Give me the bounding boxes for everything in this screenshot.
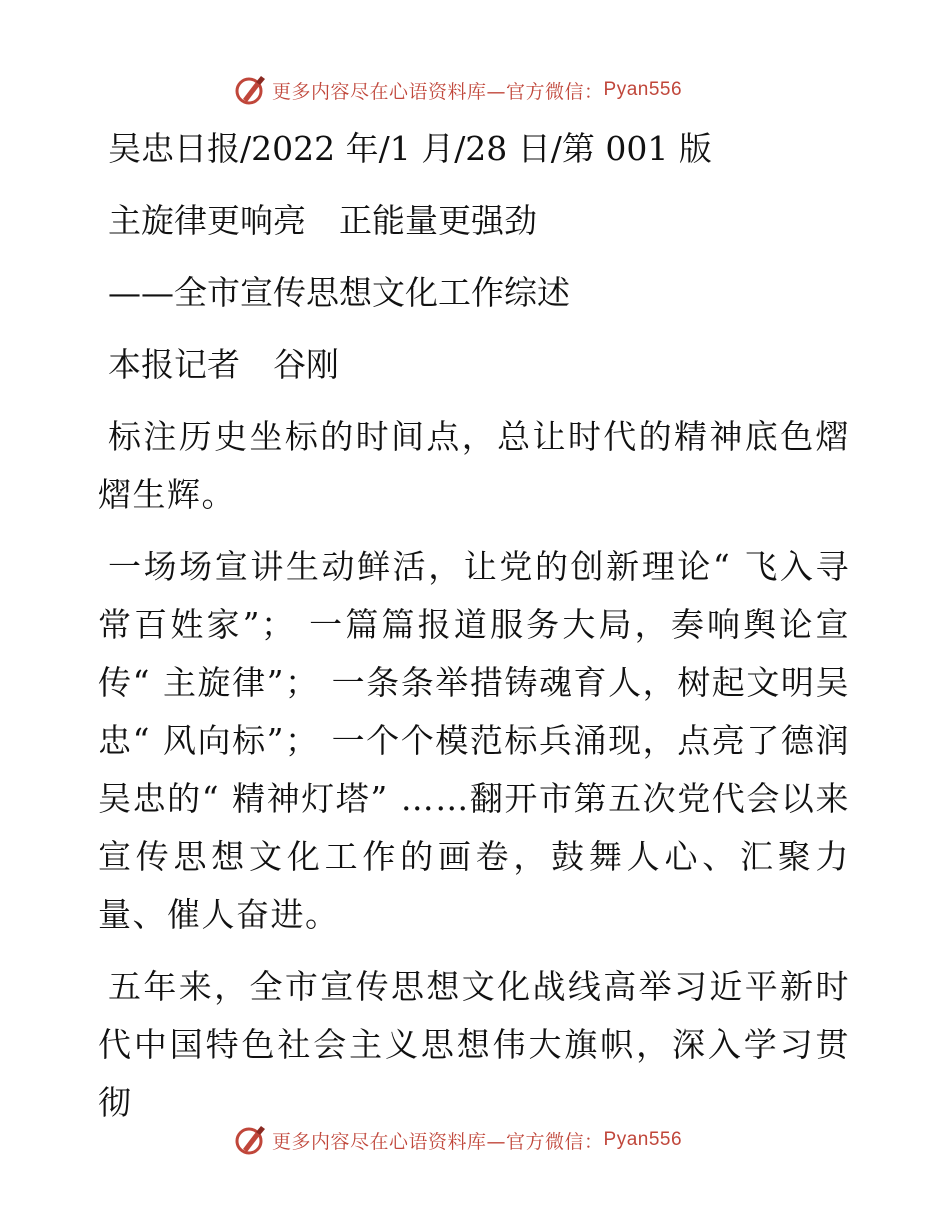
watermark-wechat-id: Pyan556 bbox=[603, 1129, 683, 1150]
watermark-wechat-id: Pyan556 bbox=[603, 79, 683, 100]
article-subtitle: ——全市宣传思想文化工作综述 bbox=[108, 273, 570, 312]
watermark-text: 更多内容尽在心语资料库—官方微信： bbox=[272, 80, 604, 103]
watermark-text: 更多内容尽在心语资料库—官方微信： bbox=[272, 1130, 604, 1153]
watermark-footer bbox=[234, 1120, 682, 1160]
paragraph: 一场场宣讲生动鲜活，让党的创新理论“ 飞入寻常百姓家”； 一篇篇报道服务大局，奏响舆论宣传“ 主旋律”； 一条条举措铸魂育人，树起文明吴忠“ 风向标”； 一个个模范标兵涌现，点亮了德润吴忠的“ 精神灯塔” ……翻开市第五次党代会以来宣传思想文化工作的画卷，鼓舞人心、汇聚力量、催人奋进。 bbox=[98, 547, 850, 934]
paragraph: 五年来，全市宣传思想文化战线高举习近平新时代中国特色社会主义思想伟大旗帜，深入学习贯彻 bbox=[98, 967, 850, 1122]
watermark-header bbox=[234, 70, 682, 110]
dateline: 吴忠日报/2022 年/1 月/28 日/第 001 版 bbox=[108, 129, 712, 168]
byline: 本报记者 谷刚 bbox=[108, 345, 339, 384]
article-title: 主旋律更响亮 正能量更强劲 bbox=[108, 201, 537, 240]
paragraph: 标注历史坐标的时间点，总让时代的精神底色熠熠生辉。 bbox=[98, 417, 850, 514]
pen-logo-icon bbox=[234, 1123, 268, 1157]
pen-logo-icon bbox=[234, 73, 268, 107]
article bbox=[98, 120, 850, 1146]
